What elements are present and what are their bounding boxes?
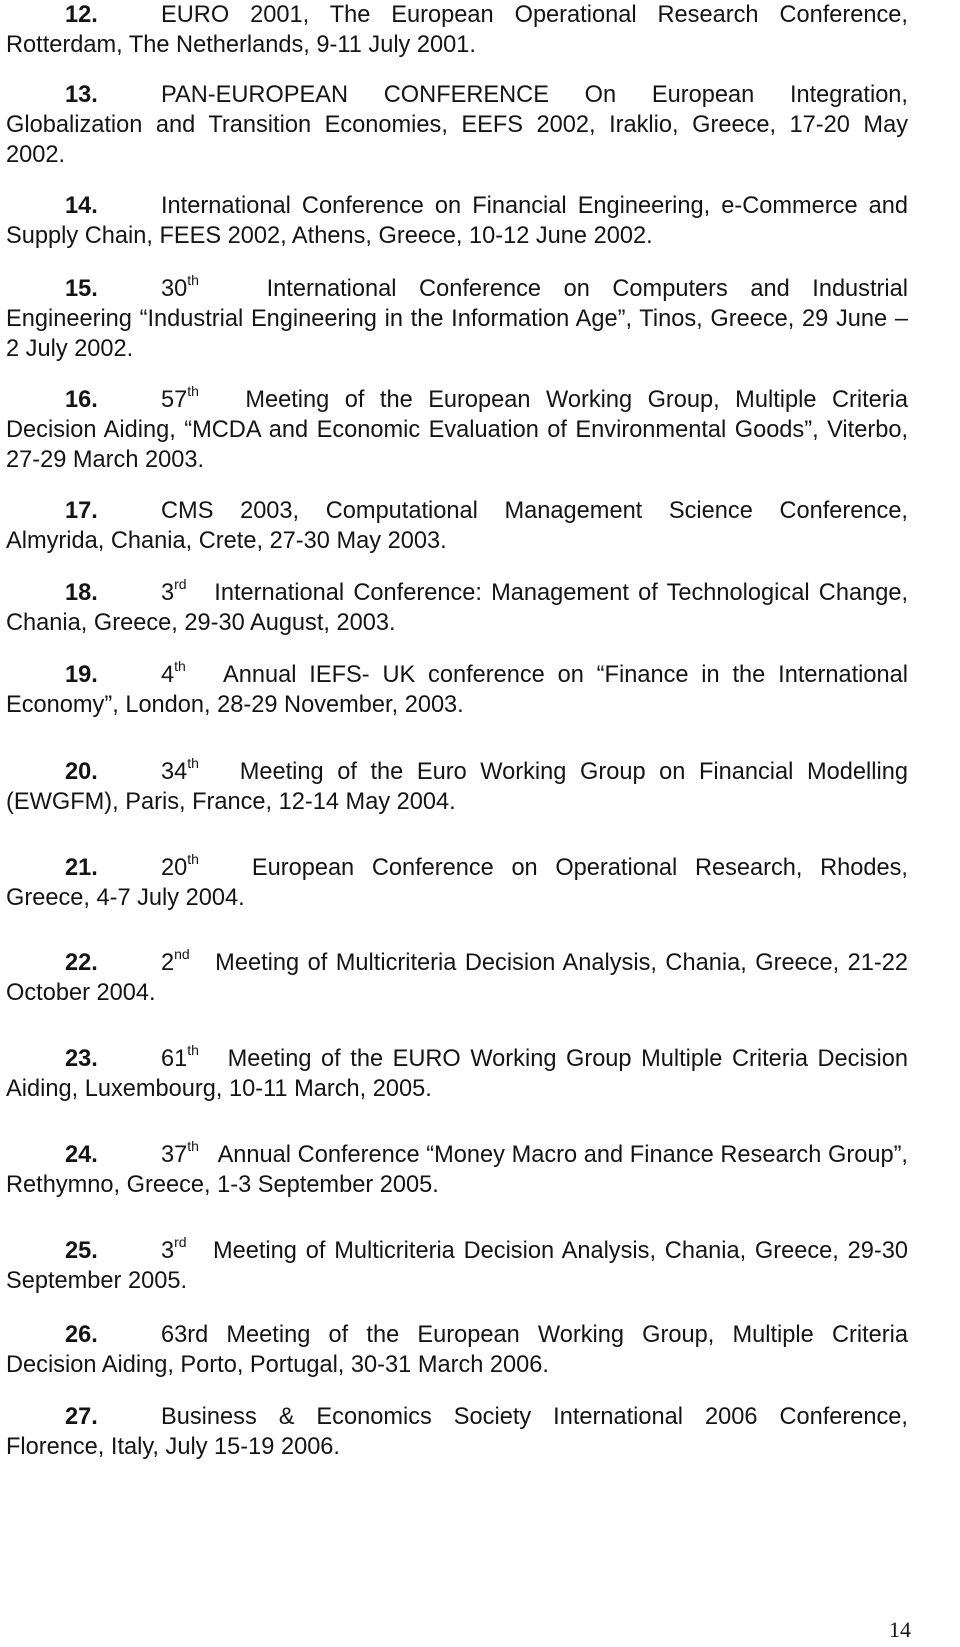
item-text: Annual Conference “Money Macro and Finance Research Group”, Rethymno, Greece, 1-3 September 2005. (6, 1142, 908, 1198)
item-text: Meeting of Multicriteria Decision Analysis, Chania, Greece, 21-22 October 2004. (6, 950, 908, 1006)
item-number: 15. (65, 276, 98, 302)
item-text: Meeting of the EURO Working Group Multiple Criteria Decision Aiding, Luxembourg, 10-11 March, 2005. (6, 1046, 908, 1102)
list-item (6, 948, 908, 1008)
item-text: Annual IEFS- UK conference on “Finance in the International Economy”, London, 28-29 November, 2003. (6, 662, 908, 718)
item-number: 20. (65, 759, 98, 785)
item-text: 63rd Meeting of the European Working Group, Multiple Criteria Decision Aiding, Porto, Portugal, 30-31 March 2006. (6, 1322, 908, 1378)
ordinal-suffix: th (187, 383, 199, 400)
item-number: 25. (65, 1238, 98, 1264)
item-text: EURO 2001, The European Operational Research Conference, Rotterdam, The Netherlands, 9-11 July 2001. (6, 2, 908, 58)
list-item (6, 1140, 908, 1200)
list-item (6, 1320, 908, 1380)
item-ordinal: 61 (161, 1046, 188, 1072)
item-text: International Conference on Computers and Industrial Engineering “Industrial Engineering in the Information Age”, Tinos, Greece, 29 June – 2 July 2002. (6, 276, 908, 362)
item-text: International Conference: Management of Technological Change, Chania, Greece, 29-30 August, 2003. (6, 580, 908, 636)
item-text: CMS 2003, Computational Management Science Conference, Almyrida, Chania, Crete, 27-30 May 2003. (6, 498, 908, 554)
item-text: Business & Economics Society International 2006 Conference, Florence, Italy, July 15-19 2006. (6, 1404, 908, 1460)
ordinal-suffix: th (187, 851, 199, 868)
list-item (6, 191, 908, 251)
item-text: Meeting of Multicriteria Decision Analysis, Chania, Greece, 29-30 September 2005. (6, 1238, 908, 1294)
list-item (6, 385, 908, 475)
item-number: 18. (65, 580, 98, 606)
ordinal-suffix: th (174, 658, 186, 675)
ordinal-suffix: rd (174, 576, 187, 593)
ordinal-suffix: th (187, 1042, 199, 1059)
item-ordinal: 37 (161, 1142, 188, 1168)
list-item (6, 1236, 908, 1296)
list-item (6, 496, 908, 556)
list-item (6, 660, 908, 720)
list-item (6, 80, 908, 170)
ordinal-suffix: th (187, 1138, 199, 1155)
ordinal-suffix: th (187, 272, 199, 289)
ordinal-suffix: nd (174, 946, 190, 963)
item-number: 19. (65, 662, 98, 688)
item-number: 21. (65, 855, 98, 881)
ordinal-suffix: th (187, 755, 199, 772)
item-number: 14. (65, 193, 98, 219)
item-number: 16. (65, 387, 98, 413)
item-ordinal: 4 (161, 662, 175, 688)
item-text: Meeting of the European Working Group, Multiple Criteria Decision Aiding, “MCDA and Economic Evaluation of Environmental Goods”, Viterbo, 27-29 March 2003. (6, 387, 908, 473)
item-ordinal: 30 (161, 276, 188, 302)
item-ordinal: 20 (161, 855, 188, 881)
list-item (6, 0, 908, 60)
item-number: 26. (65, 1322, 98, 1348)
item-number: 27. (65, 1404, 98, 1430)
list-item (6, 1402, 908, 1462)
item-number: 22. (65, 950, 98, 976)
list-item (6, 757, 908, 817)
item-ordinal: 2 (161, 950, 175, 976)
item-number: 24. (65, 1142, 98, 1168)
item-text: PAN-EUROPEAN CONFERENCE On European Integration, Globalization and Transition Economies, EEFS 2002, Iraklio, Greece, 17-20 May 2002. (6, 82, 908, 168)
page-number: 14 (889, 1617, 911, 1642)
item-ordinal: 57 (161, 387, 188, 413)
ordinal-suffix: rd (174, 1234, 187, 1251)
item-number: 13. (65, 82, 98, 108)
list-item (6, 1044, 908, 1104)
list-item (6, 853, 908, 913)
item-text: International Conference on Financial Engineering, e-Commerce and Supply Chain, FEES 2002, Athens, Greece, 10-12 June 2002. (6, 193, 908, 249)
item-ordinal: 34 (161, 759, 188, 785)
item-text: Meeting of the Euro Working Group on Financial Modelling (EWGFM), Paris, France, 12-14 May 2004. (6, 759, 908, 815)
item-number: 17. (65, 498, 98, 524)
list-item (6, 274, 908, 364)
item-ordinal: 3 (161, 580, 175, 606)
item-ordinal: 3 (161, 1238, 175, 1264)
list-item (6, 578, 908, 638)
item-number: 23. (65, 1046, 98, 1072)
item-number: 12. (65, 2, 98, 28)
item-text: European Conference on Operational Research, Rhodes, Greece, 4-7 July 2004. (6, 855, 908, 911)
